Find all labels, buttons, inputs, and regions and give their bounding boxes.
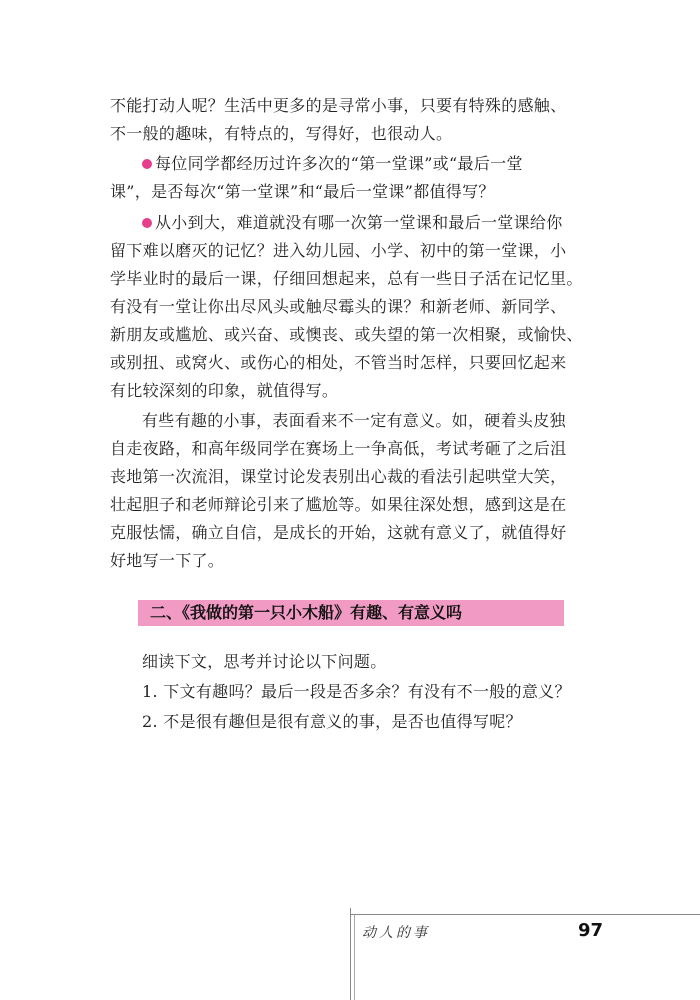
bullet-2-line-4: 有没有一堂让你出尽风头或触尽霉头的课？和新老师、新同学、: [110, 297, 567, 316]
bullet-2-line-6: 或别扭、或窝火、或伤心的相处，不管当时怎样，只要回忆起来: [110, 353, 567, 372]
bullet-2-line-2: 留下难以磨灭的记忆？进入幼儿园、小学、初中的第一堂课，小: [110, 241, 567, 260]
paragraph-2-line-1: 有些有趣的小事，表面看来不一定有意义。如，硬着头皮独: [142, 411, 566, 430]
paragraph-1-line-1: 不能打动人呢？生活中更多的是寻常小事，只要有特殊的感触、: [110, 96, 567, 115]
question-2: 2. 不是很有趣但是很有意义的事，是否也值得写呢？: [142, 712, 522, 731]
bullet-2-line-5: 新朋友或尴尬、或兴奋、或懊丧、或失望的第一次相聚，或愉快、: [110, 325, 583, 344]
paragraph-2-line-5: 克服怯懦，确立自信，是成长的开始，这就有意义了，就值得好: [110, 523, 567, 542]
pink-bullet-icon: [142, 218, 152, 228]
instruction-text: 细读下文，思考并讨论以下问题。: [142, 652, 387, 671]
bullet-1-text: 每位同学都经历过许多次的“第一堂课”或“最后一堂: [155, 154, 523, 173]
page-number: 97: [578, 920, 604, 941]
bullet-1-line-2: 课”，是否每次“第一堂课”和“最后一堂课”都值得写？: [110, 182, 495, 201]
paragraph-2-line-4: 壮起胆子和老师辩论引来了尴尬等。如果往深处想，感到这是在: [110, 495, 567, 514]
footer-vertical-rule: [350, 908, 351, 1000]
bullet-2-line-1: [142, 213, 592, 233]
paragraph-2-line-6: 好地写一下了。: [110, 551, 225, 570]
paragraph-2-line-2: 自走夜路，和高年级同学在赛场上一争高低，考试考砸了之后沮: [110, 439, 567, 458]
bullet-2-line-3: 学毕业时的最后一课，仔细回想起来，总有一些日子活在记忆里。: [110, 269, 583, 288]
pink-bullet-icon: [142, 159, 152, 169]
paragraph-1-line-2: 不一般的趣味，有特点的，写得好，也很动人。: [110, 124, 453, 143]
paragraph-2-line-3: 丧地第一次流泪，课堂讨论发表别出心裁的看法引起哄堂大笑，: [110, 467, 567, 486]
bullet-2-line-7: 有比较深刻的印象，就值得写。: [110, 381, 339, 400]
footer-vertical-rule-inner: [354, 914, 355, 1000]
footer-divider: [350, 914, 700, 915]
bullet-2-text: 从小到大，难道就没有哪一次第一堂课和最后一堂课给你: [155, 213, 563, 232]
question-1: 1. 下文有趣吗？最后一段是否多余？有没有不一般的意义？: [142, 682, 571, 701]
footer-chapter-title: 动人的事: [362, 925, 430, 941]
section-heading: 二、《我做的第一只小木船》有趣、有意义吗: [138, 600, 564, 626]
bullet-1-line-1: [142, 154, 592, 174]
